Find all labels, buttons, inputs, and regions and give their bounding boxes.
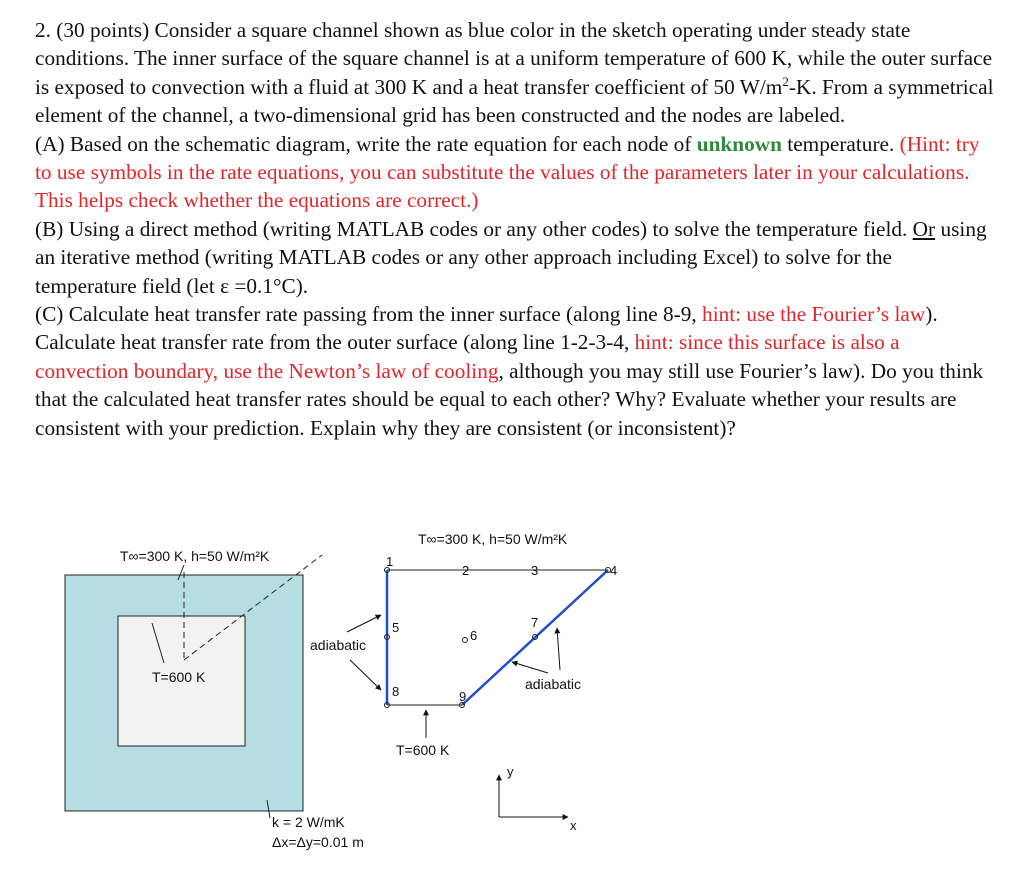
node-label-9: 9 — [459, 689, 467, 704]
node-label-5: 5 — [392, 620, 400, 635]
unknown-emphasis: unknown — [696, 131, 782, 156]
property-dx: Δx=Δy=0.01 m — [272, 834, 364, 850]
axis-x-label: x — [570, 818, 577, 833]
node-label-3: 3 — [531, 563, 539, 578]
adiabatic-arrow-lower — [350, 660, 381, 690]
adiabatic-right-arrow-up — [557, 628, 560, 670]
right-top-label: T∞=300 K, h=50 W/m²K — [418, 531, 568, 547]
part-a: (A) Based on the schematic diagram, write the rate equation for each node of unknown temperature. (Hint: try to use symbols in the rate equations, you can substitute the values of the parameters later in your calculations. This helps check whether the equations are correct.) — [35, 131, 980, 213]
right-bottom-label: T=600 K — [396, 742, 450, 758]
axis-y-label: y — [507, 764, 514, 779]
adiabatic-left-label: adiabatic — [310, 637, 367, 653]
left-outer-label: T∞=300 K, h=50 W/m²K — [120, 548, 270, 564]
adiabatic-right-label: adiabatic — [525, 676, 582, 692]
part-c-hint-newton: hint: since this surface is also a convection boundary, use the Newton’s law of cooling — [35, 330, 900, 383]
part-a-hint: (Hint: try to use symbols in the rate equations, you can substitute the values of the parameters later in your calculations. This helps check whether the equations are correct.) — [35, 131, 980, 213]
problem-header: 2. (30 points) Consider a square channel shown as blue color in the sketch operating under steady state conditions. The inner surface of the square channel is at a uniform temperature of 600 K, while the outer surface is exposed to convection with a fluid at 300 K and a heat transfer coefficient of 50 $W/m^2-K$. From a symmetrical element of the channel, a two-dimensional grid has been constructed and the nodes are labeled. — [35, 18, 994, 128]
left-inner-label: T=600 K — [152, 669, 206, 685]
part-c-hint-fourier: hint: use the Fourier’s law — [702, 302, 926, 327]
adiabatic-arrow-upper — [347, 615, 381, 632]
node-label-7: 7 — [531, 615, 539, 630]
part-c: (C) Calculate heat transfer rate passing from the inner surface (along line 8-9, hint: use the Fourier’s law). Calculate heat transfer rate from the outer surface (along line 1-2-3-4, hint: since this surface is also a convection boundary, use the Newton’s law of cooling, although you may still use Fourier’s law). Do you think that the calculated heat transfer rates should be equal to each other? Why? Evaluate whether your results are consistent with your prediction. Explain why they are consistent (or inconsistent)? — [35, 302, 984, 440]
part-b: (B) Using a direct method (writing MATLAB codes or any other codes) to solve the temperature field. Or using an iterative method (writing MATLAB codes or any other approach including Excel) to solve for the temperature field (let ε =0.1°C). — [35, 216, 987, 298]
node-6 — [463, 638, 468, 643]
node-label-6: 6 — [470, 628, 478, 643]
node-label-2: 2 — [462, 563, 470, 578]
adiabatic-right-arrow-left — [512, 662, 548, 673]
node-label-1: 1 — [386, 554, 394, 569]
node-label-4: 4 — [610, 563, 618, 578]
node-label-8: 8 — [392, 684, 400, 699]
property-k: k = 2 W/mK — [272, 814, 345, 830]
